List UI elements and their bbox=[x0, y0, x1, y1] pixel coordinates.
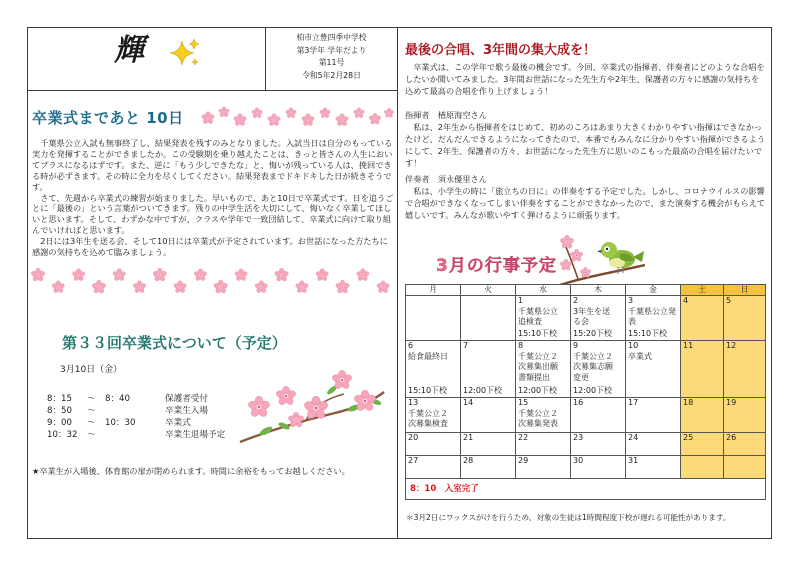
cherry-blossom-icon bbox=[267, 114, 281, 127]
speaker-comment: 私は、小学生の時に「旅立ちの日に」の伴奏をする予定でした。しかし、コロナウイルスの影響で合唱ができなくなってしまい伴奏をすることができなかったので、また演奏する機会がもらえて嬉しいです。みんなが歌いやすく弾けるように頑張ります。 bbox=[405, 186, 766, 220]
calendar-cell-content bbox=[573, 296, 623, 340]
cherry-blossom-icon bbox=[335, 114, 349, 127]
cherry-blossom-icon bbox=[560, 259, 572, 271]
calendar-day-number: 6 bbox=[408, 341, 414, 350]
cherry-blossom-icon bbox=[193, 269, 207, 282]
calendar-cell bbox=[681, 433, 724, 456]
schedule-end bbox=[105, 405, 165, 417]
cherry-blossom-icon bbox=[218, 107, 230, 118]
calendar-cell bbox=[571, 456, 626, 479]
calendar-day-number: 18 bbox=[683, 398, 694, 407]
calendar-week-row bbox=[406, 456, 766, 479]
calendar-day-number: 15 bbox=[518, 398, 529, 407]
weekday-header: 火 bbox=[461, 285, 516, 296]
calendar-cell bbox=[571, 341, 626, 398]
calendar-cell bbox=[724, 456, 766, 479]
calendar-dismissal-time: 15:10下校 bbox=[408, 386, 448, 396]
calendar-event-line: 千葉県公立 bbox=[518, 306, 558, 316]
calendar-footer: 8：10 入室完了 bbox=[406, 479, 766, 500]
weekday-header: 月 bbox=[406, 285, 461, 296]
calendar-event-line: 追検査 bbox=[518, 317, 542, 327]
calendar-cell-content bbox=[518, 398, 568, 432]
cherry-blossom-icon bbox=[201, 112, 215, 125]
calendar-day-number: 24 bbox=[628, 433, 639, 442]
schedule-range-mark: ～ bbox=[87, 418, 96, 428]
calendar-day-number: 4 bbox=[683, 296, 689, 305]
countdown-body bbox=[32, 138, 394, 264]
calendar-cell-content bbox=[628, 296, 678, 340]
school-name: 柏市立豊四季中学校 bbox=[296, 33, 367, 42]
issue-date: 令和5年2月28日 bbox=[302, 70, 361, 80]
schedule-end: 10：30 bbox=[105, 418, 136, 428]
calendar-cell-content bbox=[463, 456, 513, 478]
calendar-day-number: 25 bbox=[683, 433, 694, 442]
calendar-event-line: 千葉公立２ bbox=[408, 408, 448, 418]
calendar-day-number: 7 bbox=[463, 341, 469, 350]
calendar-cell-content bbox=[408, 296, 458, 340]
bird-on-branch-icon bbox=[560, 229, 645, 291]
chorus-intro: 卒業式は、この学年で歌う最後の機会です。今回、卒業式の指揮者、伴奏者にどのような合唱をしたいか聞いてみました。3年間お世話になった先生方や2年生、保護者の方々に感謝の気持ちを込めて最高の合唱を作り上げましょう！ bbox=[405, 62, 765, 96]
cherry-blossom-icon bbox=[234, 269, 248, 282]
cherry-blossom-icon bbox=[356, 269, 370, 282]
chorus-body bbox=[405, 61, 767, 221]
calendar-cell-content bbox=[628, 341, 678, 397]
schedule-row bbox=[47, 417, 225, 429]
calendar-cell bbox=[406, 398, 461, 433]
calendar-footer-row bbox=[406, 479, 766, 500]
accompanist-block bbox=[405, 173, 767, 221]
calendar-title: 3月の行事予定 bbox=[436, 256, 557, 276]
cherry-blossom-icon bbox=[369, 113, 382, 125]
weekday-header: 金 bbox=[626, 285, 681, 296]
speaker-label bbox=[405, 173, 767, 185]
calendar-cell bbox=[724, 433, 766, 456]
calendar-cell bbox=[681, 296, 724, 341]
countdown-title: 卒業式まであと 10日 bbox=[32, 109, 184, 127]
calendar-event-line: 3年生を送 bbox=[573, 306, 611, 316]
blossom-border-top bbox=[198, 104, 396, 130]
calendar-day-number: 12 bbox=[726, 341, 737, 350]
cherry-blossom-icon bbox=[251, 108, 263, 119]
calendar-cell bbox=[626, 433, 681, 456]
calendar-day-number: 27 bbox=[408, 456, 419, 465]
calendar-cell-content bbox=[573, 456, 623, 478]
calendar-day-number: 28 bbox=[463, 456, 474, 465]
calendar-cell bbox=[571, 433, 626, 456]
calendar-cell bbox=[516, 456, 571, 479]
cherry-blossom-icon bbox=[275, 386, 296, 406]
paragraph: さて、先週から卒業式の練習が始まりました。早いもので、あと10日で卒業式です。日を追うごとに「最後の」という言葉がついてきます。残りの中学生活を大切にして、悔いなく卒業してほしいと思います。そして、わずかな中ですが、クラスや学年で一致団結して、卒業式に向けて取り組んでいければと思います。 bbox=[32, 192, 394, 236]
calendar-event-line: 給食最終日 bbox=[408, 351, 448, 361]
calendar-cell bbox=[406, 296, 461, 341]
header-divider bbox=[27, 90, 398, 91]
calendar-week-row bbox=[406, 296, 766, 341]
calendar-day-number: 26 bbox=[726, 433, 737, 442]
calendar-day-number: 22 bbox=[518, 433, 529, 442]
march-calendar bbox=[405, 284, 766, 500]
calendar-event-line: 表 bbox=[628, 317, 636, 327]
calendar-day-number: 9 bbox=[573, 341, 579, 350]
calendar-cell-content bbox=[463, 433, 513, 455]
calendar-cell bbox=[406, 456, 461, 479]
schedule-event: 卒業式 bbox=[165, 418, 191, 428]
calendar-event-line: 次募集志願 bbox=[573, 362, 613, 372]
calendar-day-number: 8 bbox=[518, 341, 524, 350]
calendar-event-line: 変更 bbox=[573, 372, 589, 382]
calendar-day-number: 1 bbox=[518, 296, 524, 305]
cherry-blossom-icon bbox=[247, 396, 270, 418]
calendar-cell-content bbox=[726, 398, 763, 432]
schedule-start: 9：00 bbox=[47, 418, 72, 428]
sparkle-icon bbox=[168, 38, 200, 68]
schedule-start: 10：32 bbox=[47, 430, 78, 440]
calendar-day-number: 14 bbox=[463, 398, 474, 407]
schedule-row bbox=[47, 393, 225, 405]
issue-info bbox=[266, 32, 397, 82]
cherry-blossom-icon bbox=[274, 268, 289, 282]
ceremony-note: ★卒業生が入場後、体育館の扉が閉められます。時間に余裕をもってお越しください。 bbox=[32, 466, 350, 476]
calendar-cell bbox=[626, 341, 681, 398]
calendar-day-number: 5 bbox=[726, 296, 732, 305]
calendar-cell bbox=[461, 341, 516, 398]
calendar-event-line: る会 bbox=[573, 317, 589, 327]
calendar-week-row bbox=[406, 398, 766, 433]
calendar-event-line: 書類提出 bbox=[518, 372, 550, 382]
calendar-cell bbox=[724, 341, 766, 398]
calendar-cell-content bbox=[518, 456, 568, 478]
calendar-cell-content bbox=[408, 456, 458, 478]
calendar-event-line: 千葉公立２ bbox=[518, 351, 558, 361]
weekday-header-row bbox=[406, 285, 766, 296]
calendar-note: ＊3月2日にワックスがけを行うため、対象の生徒は1時間程度下校が遅れる可能性があります。 bbox=[406, 513, 731, 522]
calendar-week-row bbox=[406, 341, 766, 398]
calendar-event-line: 次募集検査 bbox=[408, 419, 448, 429]
calendar-day-number: 21 bbox=[463, 433, 474, 442]
calendar-event-line: 次募集発表 bbox=[518, 419, 558, 429]
calendar-event-line: 千葉公立２ bbox=[518, 408, 558, 418]
speaker-role: 指揮者 bbox=[405, 110, 430, 120]
calendar-cell bbox=[571, 296, 626, 341]
cherry-blossom-icon bbox=[152, 268, 167, 282]
schedule-event: 卒業生入場 bbox=[165, 406, 208, 416]
calendar-cell-content bbox=[573, 398, 623, 432]
calendar-cell-content bbox=[683, 398, 721, 432]
calendar-event-line: 卒業式 bbox=[628, 351, 652, 361]
calendar-dismissal-time: 12:00下校 bbox=[573, 386, 613, 396]
cherry-blossom-icon bbox=[72, 269, 86, 282]
calendar-event-line: 次募集出願 bbox=[518, 362, 558, 372]
calendar-day-number: 16 bbox=[573, 398, 584, 407]
calendar-day-number: 30 bbox=[573, 456, 584, 465]
calendar-cell-content bbox=[683, 341, 721, 397]
cherry-blossom-icon bbox=[233, 114, 247, 127]
cherry-blossom-icon bbox=[91, 280, 106, 294]
blossom-border-band bbox=[28, 266, 396, 296]
calendar-cell bbox=[516, 433, 571, 456]
cherry-blossom-icon bbox=[315, 269, 329, 282]
blossom-branch-icon bbox=[236, 368, 386, 448]
ceremony-schedule bbox=[47, 393, 225, 441]
calendar-day-number: 29 bbox=[518, 456, 529, 465]
calendar-cell-content bbox=[573, 341, 623, 397]
cherry-blossom-icon bbox=[295, 281, 309, 294]
calendar-cell bbox=[724, 398, 766, 433]
calendar-day-number: 31 bbox=[628, 456, 639, 465]
cherry-blossom-icon bbox=[384, 108, 395, 118]
calendar-day-number: 11 bbox=[683, 341, 694, 350]
calendar-cell-content bbox=[463, 398, 513, 432]
calendar-cell-content bbox=[463, 296, 513, 340]
calendar-day-number: 23 bbox=[573, 433, 584, 442]
schedule-end bbox=[105, 429, 165, 441]
cherry-blossom-icon bbox=[254, 281, 268, 294]
speaker-name: 楢原海空さん bbox=[437, 110, 487, 120]
calendar-cell bbox=[626, 456, 681, 479]
cherry-blossom-icon bbox=[353, 108, 365, 119]
weekday-header: 木 bbox=[571, 285, 626, 296]
calendar-day-number: 13 bbox=[408, 398, 419, 407]
speaker-name: 須永優里さん bbox=[437, 174, 487, 184]
calendar-cell bbox=[516, 341, 571, 398]
calendar-cell bbox=[516, 296, 571, 341]
calendar-day-number: 3 bbox=[628, 296, 634, 305]
cherry-blossom-icon bbox=[213, 280, 228, 294]
cherry-blossom-icon bbox=[31, 268, 46, 282]
calendar-cell bbox=[461, 433, 516, 456]
calendar-cell bbox=[406, 341, 461, 398]
conductor-block bbox=[405, 109, 767, 169]
cherry-blossom-icon bbox=[112, 269, 126, 282]
calendar-day-number: 10 bbox=[628, 341, 639, 350]
schedule-end: 8：40 bbox=[105, 394, 130, 404]
calendar-cell bbox=[461, 296, 516, 341]
calendar-cell bbox=[724, 296, 766, 341]
cherry-blossom-icon bbox=[285, 108, 297, 119]
speaker-role: 伴奏者 bbox=[405, 174, 430, 184]
speaker-comment: 私は、2年生から指揮者をはじめて、初めのころはあまり大きくわかりやすい指揮はできなかったけど、だんだんできるようになってきたので、本番でもみんなに分かりやすい指揮ができるようにして、2年生、保護者の方々、お世話になった先生方に思いのこもった最高の合唱を届けたいです！ bbox=[405, 122, 766, 168]
calendar-dismissal-time: 15:10下校 bbox=[628, 329, 668, 339]
speaker-label bbox=[405, 109, 767, 121]
calendar-cell-content bbox=[628, 456, 678, 478]
cherry-blossom-icon bbox=[301, 114, 315, 127]
cherry-blossom-icon bbox=[335, 280, 350, 294]
schedule-range-mark: ～ bbox=[87, 430, 96, 440]
calendar-cell-content bbox=[726, 296, 763, 340]
calendar-dismissal-time: 12:00下校 bbox=[463, 386, 503, 396]
cherry-blossom-icon bbox=[560, 235, 574, 249]
cherry-blossom-icon bbox=[376, 281, 390, 294]
schedule-range-mark: ～ bbox=[87, 394, 96, 404]
calendar-day-number: 2 bbox=[573, 296, 579, 305]
schedule-row bbox=[47, 405, 225, 417]
calendar-cell-content bbox=[463, 341, 513, 397]
calendar-day-number: 19 bbox=[726, 398, 737, 407]
calendar-cell-content bbox=[683, 296, 721, 340]
newsletter-name: 第3学年 学年だより bbox=[296, 45, 367, 55]
calendar-cell-content bbox=[726, 341, 763, 397]
schedule-event: 卒業生退場予定 bbox=[165, 430, 226, 440]
calendar-cell-content bbox=[726, 456, 763, 478]
schedule-start: 8：15 bbox=[47, 394, 72, 404]
calendar-cell bbox=[406, 433, 461, 456]
ceremony-date: 3月10日（金） bbox=[60, 365, 123, 375]
calendar-cell bbox=[681, 398, 724, 433]
issue-number: 第11号 bbox=[318, 58, 345, 68]
calendar-cell-content bbox=[408, 398, 458, 432]
ceremony-title: 第３３回卒業式について（予定） bbox=[62, 334, 287, 352]
calendar-dismissal-time: 15:20下校 bbox=[573, 329, 613, 339]
calendar-cell bbox=[626, 296, 681, 341]
calendar-cell bbox=[461, 456, 516, 479]
calendar-cell bbox=[516, 398, 571, 433]
schedule-event: 保護者受付 bbox=[165, 394, 208, 404]
chorus-title: 最後の合唱、3年間の集大成を！ bbox=[405, 43, 597, 58]
calendar-cell-content bbox=[628, 433, 678, 455]
paragraph: 2日には3年生を送る会、そして10日には卒業式が予定されています。お世話になった方たちに感謝の気持ちを込めて臨みましょう。 bbox=[32, 236, 388, 258]
paragraph: 千葉県公立入試も無事終了し、結果発表を残すのみとなりました。入試当日は自分のもっている実力を発揮することができましたか。この受験期を乗り越えたことは、きっと皆さんの人生においてプラスになるはずです。また、逆に「もう少しできたな」と、悔いが残っている人は、挽回できる時が必ずきます。その時に全力を尽くしてください。結果発表までドキドキした日が続きそうです。 bbox=[32, 138, 393, 192]
calendar-dismissal-time: 12:00下校 bbox=[518, 386, 558, 396]
weekday-header: 日 bbox=[724, 285, 766, 296]
schedule-range-mark: ～ bbox=[87, 406, 96, 416]
cherry-blossom-icon bbox=[173, 281, 187, 294]
weekday-header: 土 bbox=[681, 285, 724, 296]
calendar-cell bbox=[461, 398, 516, 433]
schedule-start: 8：50 bbox=[47, 406, 72, 416]
calendar-cell bbox=[681, 456, 724, 479]
calendar-week-row bbox=[406, 433, 766, 456]
schedule-row bbox=[47, 429, 225, 441]
cherry-blossom-icon bbox=[133, 281, 147, 294]
calendar-cell-content bbox=[628, 398, 678, 432]
newsletter-logo: 輝 bbox=[114, 33, 144, 68]
calendar-cell bbox=[681, 341, 724, 398]
calendar-cell-content bbox=[518, 296, 568, 340]
cherry-blossom-icon bbox=[319, 108, 331, 119]
calendar-cell-content bbox=[518, 433, 568, 455]
weekday-header: 水 bbox=[516, 285, 571, 296]
calendar-cell-content bbox=[408, 433, 458, 455]
calendar-day-number: 17 bbox=[628, 398, 639, 407]
calendar-event-line: 千葉県公立発 bbox=[628, 306, 676, 316]
calendar-cell-content bbox=[726, 433, 763, 455]
calendar-cell-content bbox=[518, 341, 568, 397]
calendar-event-line: 千葉公立２ bbox=[573, 351, 613, 361]
column-divider bbox=[397, 27, 398, 539]
calendar-cell-content bbox=[408, 341, 458, 397]
calendar-day-number: 20 bbox=[408, 433, 419, 442]
cherry-blossom-icon bbox=[51, 281, 65, 294]
calendar-dismissal-time: 15:10下校 bbox=[518, 329, 558, 339]
calendar-cell-content bbox=[683, 433, 721, 455]
calendar-cell bbox=[626, 398, 681, 433]
calendar-cell-content bbox=[573, 433, 623, 455]
calendar-cell bbox=[571, 398, 626, 433]
calendar-cell-content bbox=[683, 456, 721, 478]
